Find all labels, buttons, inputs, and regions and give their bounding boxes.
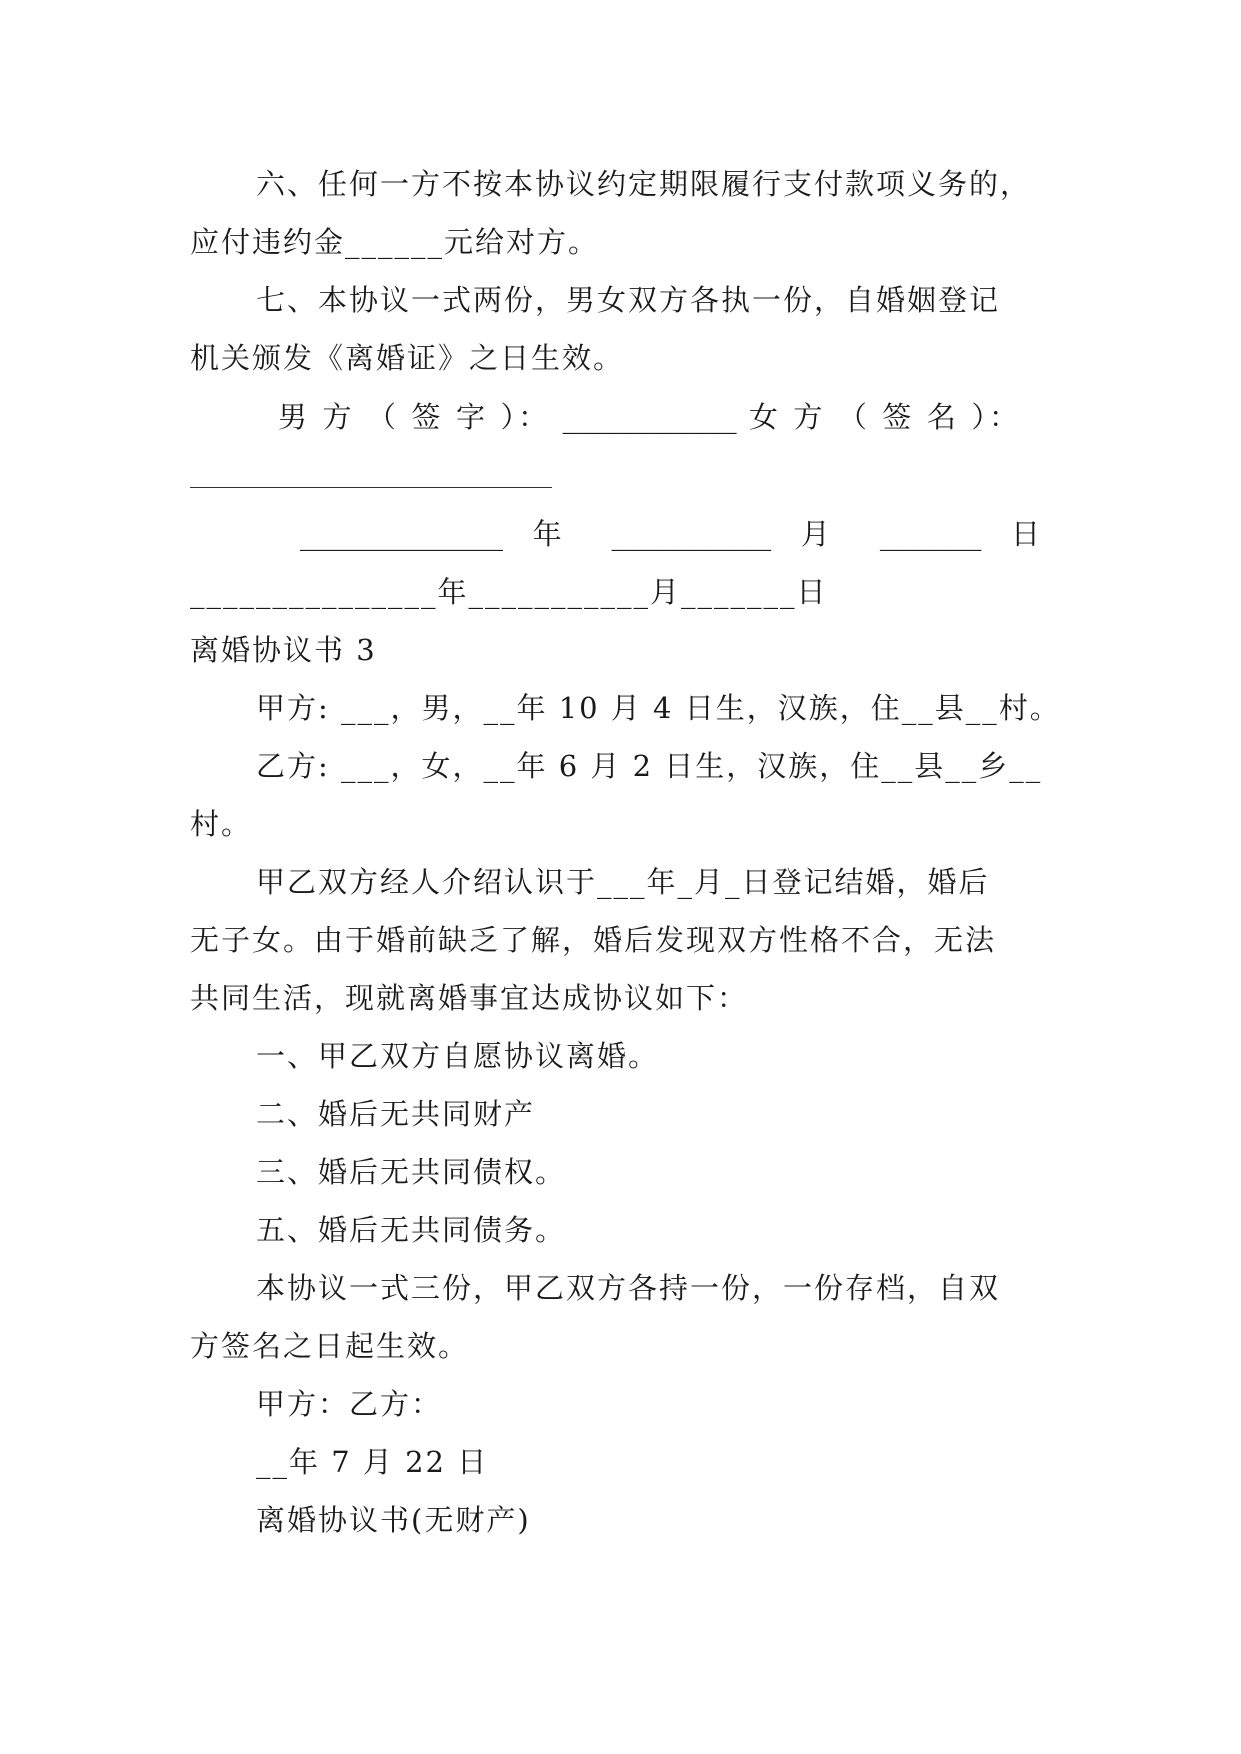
date-line: __年 7 月 22 日 [256, 1445, 489, 1479]
party-a-line: 甲方: ___，男，__年 10 月 4 日生，汉族，住__县__村。 [256, 691, 1061, 725]
paragraph-line-clause-7-cont: 机关颁发《离婚证》之日生效。 [190, 341, 625, 375]
parties-signature-line: 甲方：乙方： [256, 1387, 443, 1421]
intro-paragraph-line-2: 无子女。由于婚前缺乏了解，婚后发现双方性格不合，无法 [190, 923, 997, 957]
closing-paragraph-line-1: 本协议一式三份，甲乙双方各持一份，一份存档，自双 [256, 1271, 1001, 1305]
intro-paragraph-line-1: 甲乙双方经人介绍认识于___年_月_日登记结婚，婚后 [256, 865, 990, 899]
section-title-3: 离婚协议书 3 [190, 633, 377, 667]
date-line-2: _______________年___________月_______日 [190, 575, 828, 609]
paragraph-line-clause-6-cont: 应付违约金______元给对方。 [190, 225, 600, 259]
paragraph-line-clause-6: 六、任何一方不按本协议约定期限履行支付款项义务的， [256, 167, 1032, 201]
date-line-1: ______________ 年 ___________ 月 _______ 日 [300, 517, 1040, 551]
clause-2: 二、婚后无共同财产 [256, 1097, 536, 1131]
clause-5: 五、婚后无共同债务。 [256, 1213, 567, 1247]
signature-line: 男 方 （ 签 字 ）： ____________ 女 方 （ 签 名 ）： [278, 400, 1018, 434]
intro-paragraph-line-3: 共同生活，现就离婚事宜达成协议如下： [190, 981, 749, 1015]
clause-1: 一、甲乙双方自愿协议离婚。 [256, 1039, 660, 1073]
next-section-title: 离婚协议书(无财产) [256, 1503, 531, 1537]
signature-blank-rule [190, 487, 552, 488]
clause-3: 三、婚后无共同债权。 [256, 1155, 567, 1189]
party-b-line: 乙方: ___，女，__年 6 月 2 日生，汉族，住__县__乡__ [256, 749, 1043, 783]
paragraph-line-clause-7: 七、本协议一式两份，男女双方各执一份，自婚姻登记 [256, 283, 1001, 317]
party-b-line-cont: 村。 [190, 807, 253, 841]
closing-paragraph-line-2: 方签名之日起生效。 [190, 1329, 470, 1363]
